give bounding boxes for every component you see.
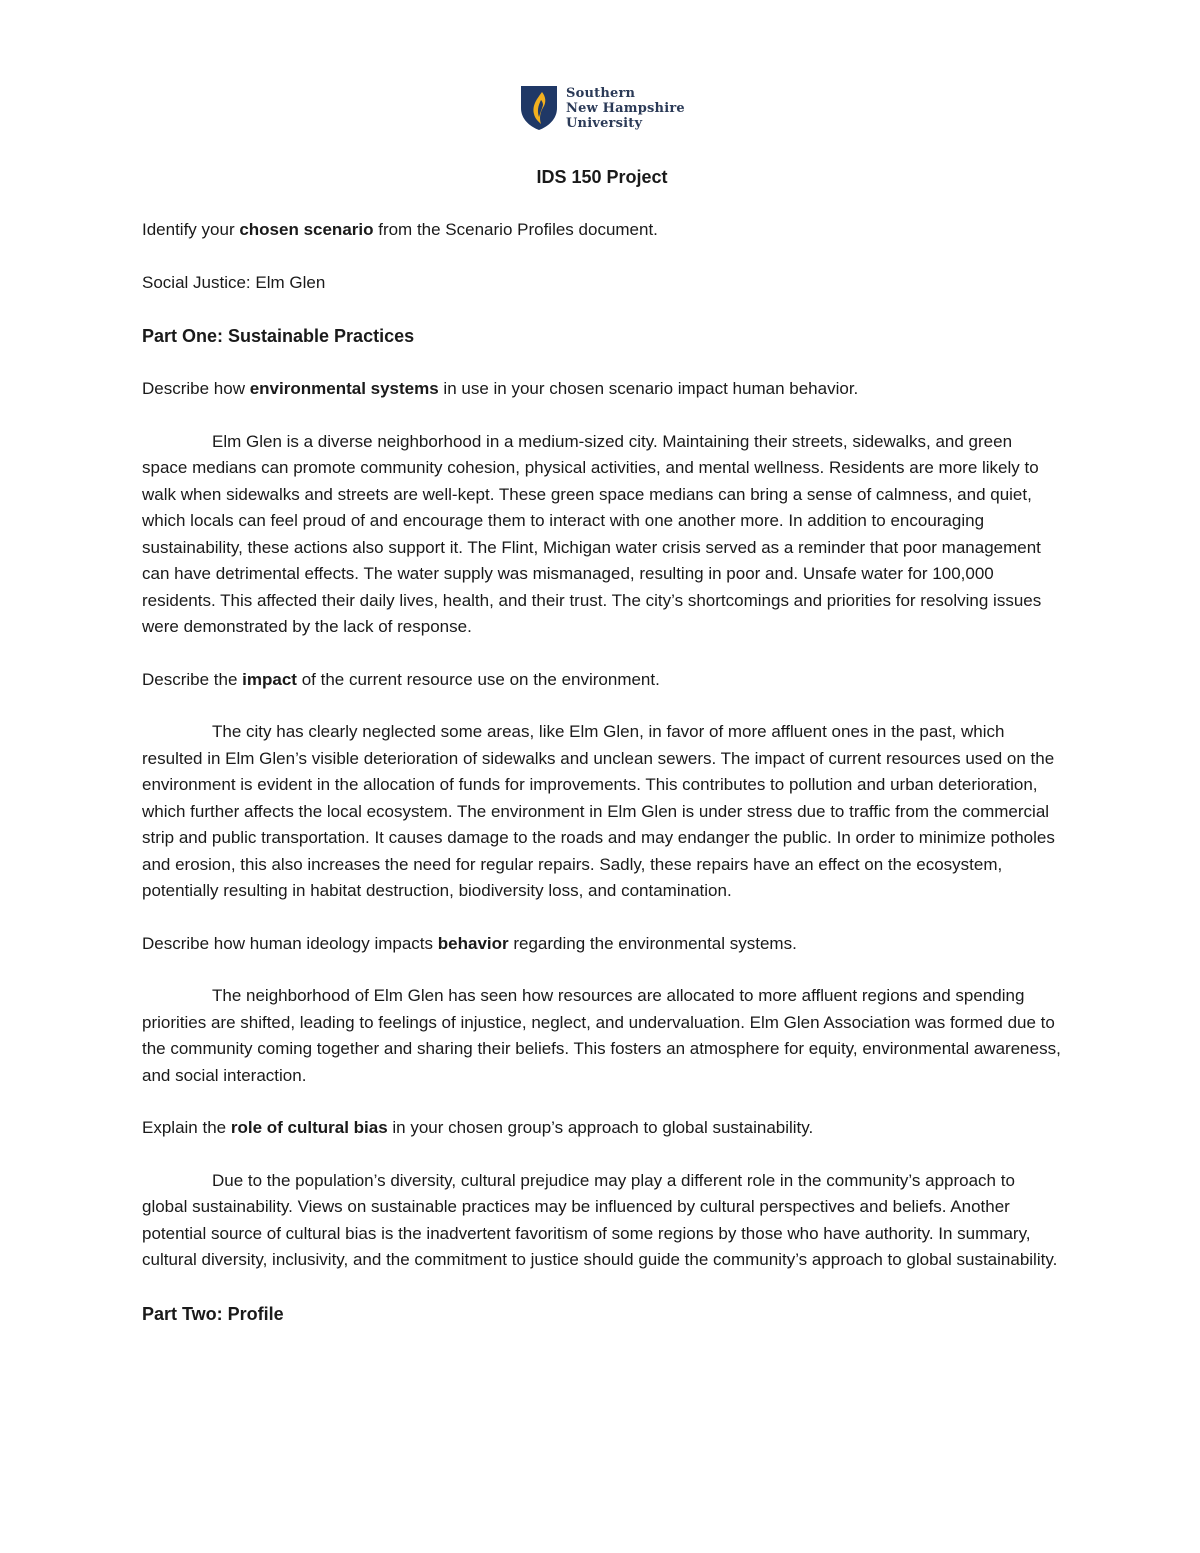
logo-line-3: University bbox=[566, 115, 643, 131]
part-two-heading: Part Two: Profile bbox=[142, 1303, 284, 1324]
prompt-text: in your chosen group’s approach to global sustainability. bbox=[387, 1118, 814, 1137]
logo-line-2: New Hampshire bbox=[566, 100, 685, 116]
snhu-logo bbox=[519, 84, 685, 132]
prompt-impact bbox=[142, 667, 1062, 694]
answer-behavior: The neighborhood of Elm Glen has seen how resources are allocated to more affluent regions and spending priorities are shifted, leading to feelings of injustice, neglect, and undervaluation. Elm Glen Association was formed due to the community coming together and sharing their beliefs. This fosters an atmosphere for equity, environmental awareness, and social interaction. bbox=[142, 986, 1061, 1085]
prompt-keyword: environmental systems bbox=[249, 379, 439, 398]
answer-impact: The city has clearly neglected some areas, like Elm Glen, in favor of more affluent ones in the past, which resulted in Elm Glen’s visible deterioration of sidewalks and unclean sewers. The impact of current resources used on the environment is evident in the allocation of funds for improvements. This contributes to pollution and urban deterioration, which further affects the local ecosystem. The environment in Elm Glen is under stress due to traffic from the commercial strip and public transportation. It causes damage to the roads and may endanger the public. In order to minimize potholes and erosion, this also increases the need for regular repairs. Sadly, these repairs have an effect on the ecosystem, potentially resulting in habitat destruction, biodiversity loss, and contamination. bbox=[142, 722, 1055, 900]
prompt-keyword: behavior bbox=[437, 933, 509, 953]
prompt-text: of the current resource use on the environment. bbox=[296, 669, 660, 689]
prompt-text: Describe how bbox=[142, 379, 250, 398]
prompt-text: Identify your bbox=[142, 220, 240, 239]
logo-wordmark bbox=[566, 86, 685, 131]
prompt-text: Describe the bbox=[142, 669, 243, 689]
prompt-text: regarding the environmental systems. bbox=[508, 933, 797, 953]
prompt-cultural-bias bbox=[142, 1115, 1062, 1142]
shield-flame-icon bbox=[519, 84, 559, 132]
prompt-behavior bbox=[142, 931, 1062, 958]
prompt-text: Describe how human ideology impacts bbox=[142, 933, 438, 953]
prompt-text: in use in your chosen scenario impact human behavior. bbox=[438, 379, 859, 398]
answer-cultural-bias: Due to the population’s diversity, cultural prejudice may play a different role in the community’s approach to global sustainability. Views on sustainable practices may be influenced by cultural perspectives and beliefs. Another potential source of cultural bias is the inadvertent favoritism of some regions by those who have authority. In summary, cultural diversity, inclusivity, and the commitment to justice should guide the community’s approach to global sustainability. bbox=[142, 1170, 1058, 1269]
prompt-scenario bbox=[142, 217, 1062, 244]
prompt-keyword: chosen scenario bbox=[239, 220, 374, 239]
document-body bbox=[142, 163, 1062, 1354]
prompt-keyword: impact bbox=[242, 669, 297, 689]
prompt-text: Explain the bbox=[142, 1118, 231, 1137]
answer-environmental-systems: Elm Glen is a diverse neighborhood in a medium-sized city. Maintaining their streets, sidewalks, and green space medians can promote community cohesion, physical activities, and mental wellness. Residents are more likely to walk when sidewalks and streets are well-kept. These green space medians can bring a sense of calmness, and quiet, which locals can feel proud of and encourage them to interact with one another more. In addition to encouraging sustainability, these actions also support it. The Flint, Michigan water crisis served as a reminder that poor management can have detrimental effects. The water supply was mismanaged, resulting in poor and. Unsafe water for 100,000 residents. This affected their daily lives, health, and their trust. The city’s shortcomings and priorities for resolving issues were demonstrated by the lack of response. bbox=[142, 431, 1042, 636]
prompt-keyword: role of cultural bias bbox=[230, 1118, 388, 1137]
part-one-heading: Part One: Sustainable Practices bbox=[142, 326, 415, 346]
prompt-text: from the Scenario Profiles document. bbox=[373, 220, 658, 239]
scenario-answer: Social Justice: Elm Glen bbox=[142, 272, 326, 292]
document-title: IDS 150 Project bbox=[536, 167, 668, 187]
logo-line-1: Southern bbox=[566, 85, 636, 101]
prompt-environmental-systems bbox=[142, 376, 1062, 403]
